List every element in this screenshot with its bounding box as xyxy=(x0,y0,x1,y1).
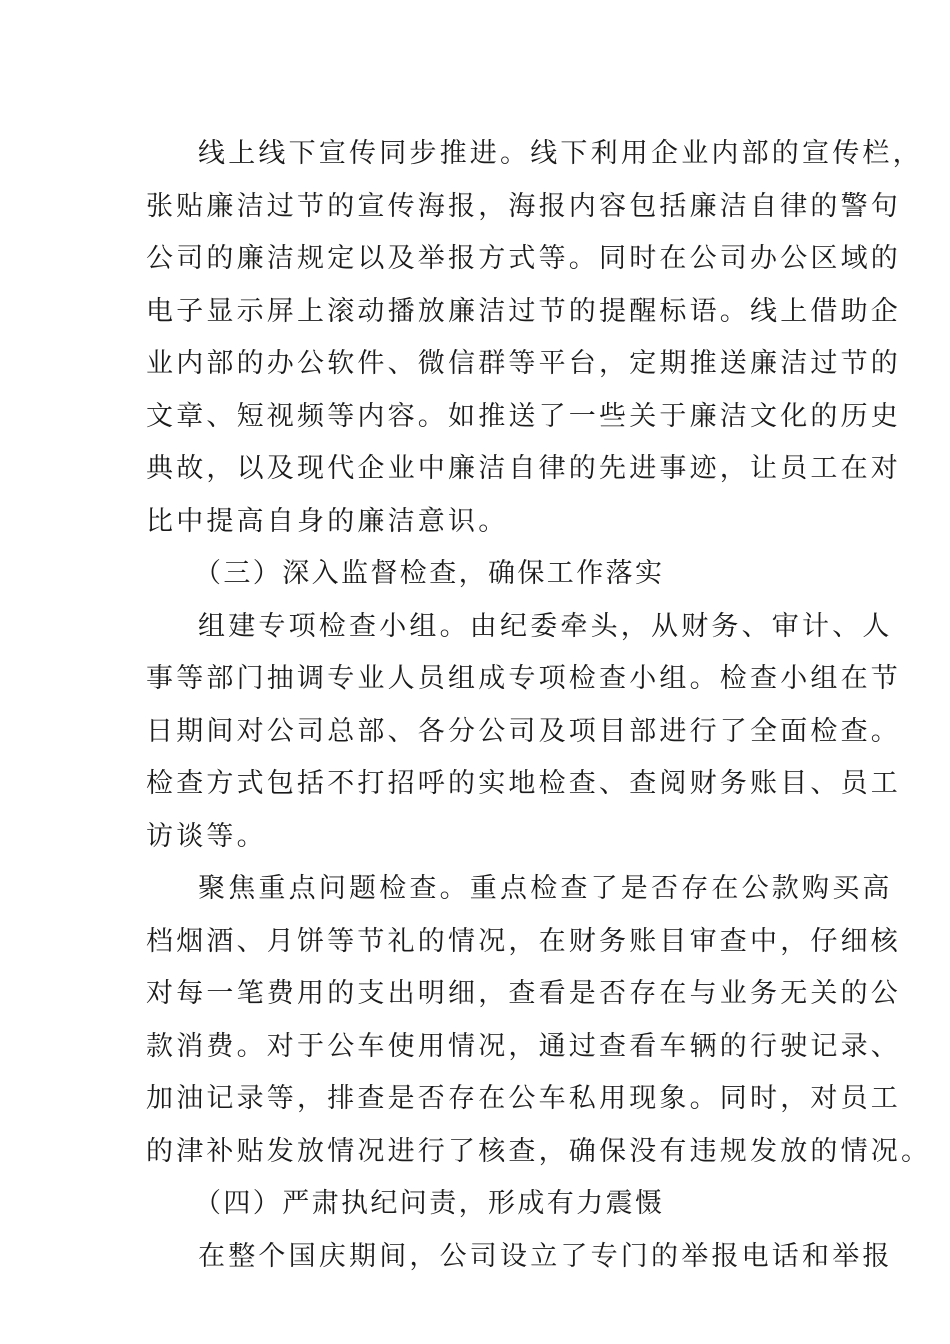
paragraph-line: 文章、短视频等内容。如推送了一些关于廉洁文化的历史 xyxy=(146,400,901,432)
paragraph-line: 组建专项检查小组。由纪委牵头，从财务、审计、人 xyxy=(198,610,893,642)
paragraph-line: 日期间对公司总部、各分公司及项目部进行了全面检查。 xyxy=(146,715,901,747)
section-heading: （三）深入监督检查，确保工作落实 xyxy=(194,558,665,589)
paragraph-line: 档烟酒、月饼等节礼的情况，在财务账目审查中，仔细核 xyxy=(146,925,901,957)
paragraph-line: 比中提高自身的廉洁意识。 xyxy=(146,505,509,537)
paragraph-line: 典故，以及现代企业中廉洁自律的先进事迹，让员工在对 xyxy=(146,453,901,484)
paragraph-line: 线上线下宣传同步推进。线下利用企业内部的宣传栏， xyxy=(198,138,923,169)
paragraph-line: 款消费。对于公车使用情况，通过查看车辆的行驶记录、 xyxy=(146,1030,901,1062)
paragraph-line: 事等部门抽调专业人员组成专项检查小组。检查小组在节 xyxy=(146,663,901,694)
paragraph-line: 检查方式包括不打招呼的实地检查、查阅财务账目、员工 xyxy=(146,768,901,799)
paragraph-line: 电子显示屏上滚动播放廉洁过节的提醒标语。线上借助企 xyxy=(146,295,901,327)
paragraph-line: 聚焦重点问题检查。重点检查了是否存在公款购买高 xyxy=(198,873,893,904)
paragraph-line: 加油记录等，排查是否存在公车私用现象。同时，对员工 xyxy=(146,1083,901,1114)
paragraph-line: 在整个国庆期间，公司设立了专门的举报电话和举报 xyxy=(198,1240,893,1272)
document-body xyxy=(146,128,932,1283)
section-heading: （四）严肃执纪问责，形成有力震慑 xyxy=(194,1188,665,1219)
paragraph-line: 张贴廉洁过节的宣传海报，海报内容包括廉洁自律的警句 xyxy=(146,190,901,222)
paragraph-line: 的津补贴发放情况进行了核查，确保没有违规发放的情况。 xyxy=(146,1135,932,1167)
paragraph-line: 业内部的办公软件、微信群等平台，定期推送廉洁过节的 xyxy=(146,348,901,379)
paragraph-line: 对每一笔费用的支出明细，查看是否存在与业务无关的公 xyxy=(146,978,901,1009)
paragraph-line: 公司的廉洁规定以及举报方式等。同时在公司办公区域的 xyxy=(146,243,901,274)
paragraph-line: 访谈等。 xyxy=(146,820,267,852)
